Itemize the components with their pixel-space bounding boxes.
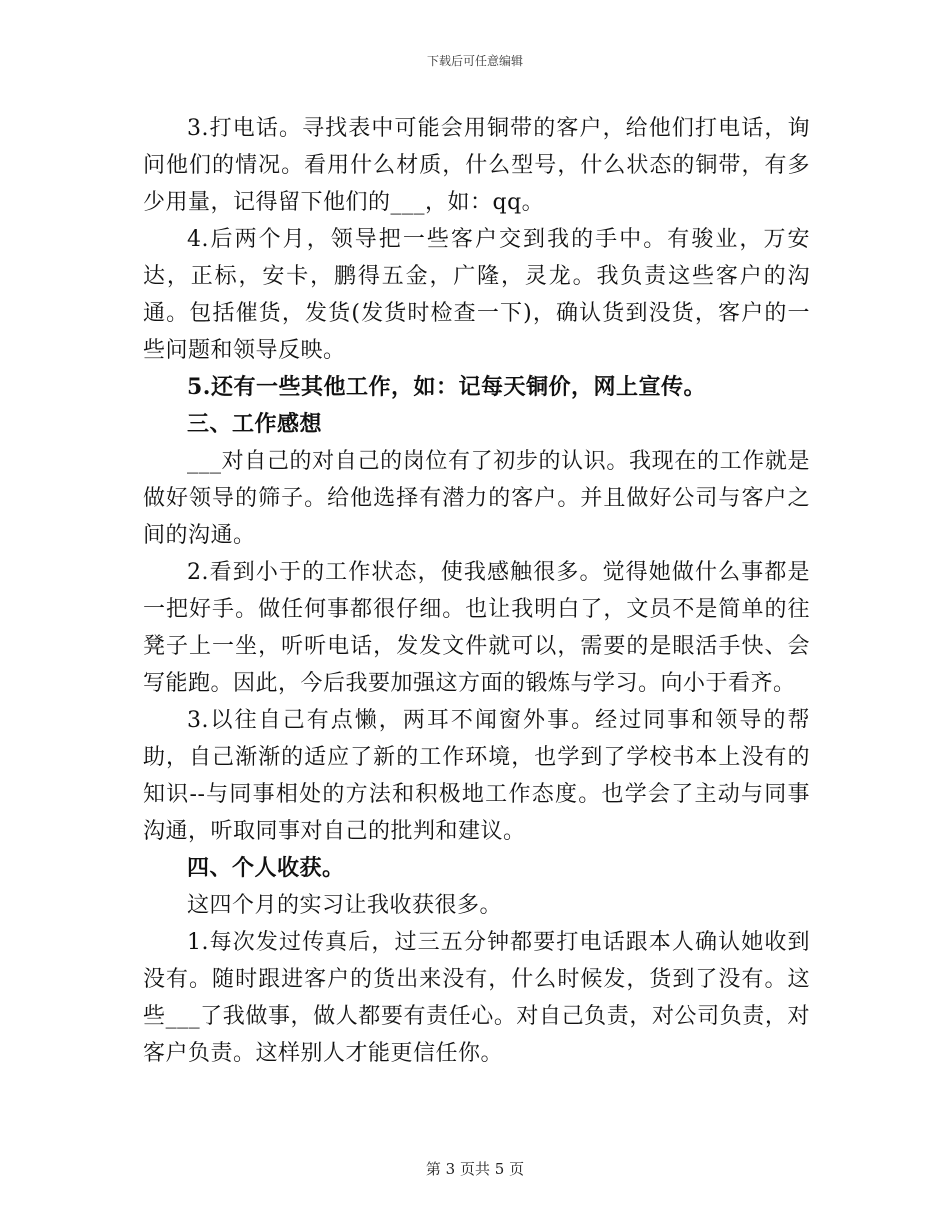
paragraph-role-understanding: ___对自己的对自己的岗位有了初步的认识。我现在的工作就是做好领导的筛子。给他选择有潜力的客户。并且做好公司与客户之间的沟通。 (143, 449, 810, 548)
paragraph-colleague-example: 2.看到小于的工作状态，使我感触很多。觉得她做什么事都是一把好手。做任何事都很仔细。也让我明白了，文员不是简单的往凳子上一坐，听听电话，发发文件就可以，需要的是眼活手快、会写能跑。因此，今后我要加强这方面的锻炼与学习。向小于看齐。 (143, 560, 810, 696)
paragraph-internship-gains: 这四个月的实习让我收获很多。 (187, 893, 503, 918)
section-heading-work-thoughts: 三、工作感想 (187, 411, 323, 437)
paragraph-self-improvement: 3.以往自己有点懒，两耳不闻窗外事。经过同事和领导的帮助，自己渐渐的适应了新的工作环境，也学到了学校书本上没有的知识--与同事相处的方法和积极地工作态度。也学会了主动与同事沟通，听取同事对自己的批判和建议。 (143, 708, 810, 844)
paragraph-phone-calls: 3.打电话。寻找表中可能会用铜带的客户，给他们打电话，询问他们的情况。看用什么材质，什么型号，什么状态的铜带，有多少用量，记得留下他们的___，如：qq。 (143, 116, 810, 215)
paragraph-other-work: 5.还有一些其他工作，如：记每天铜价，网上宣传。 (187, 374, 706, 400)
page-footer: 第 3 页共 5 页 (425, 1160, 525, 1178)
paragraph-customer-handover: 4.后两个月，领导把一些客户交到我的手中。有骏业，万安达，正标，安卡，鹏得五金，广隆，灵龙。我负责这些客户的沟通。包括催货，发货(发货时检查一下)，确认货到没货，客户的一些问题和领导反映。 (143, 227, 810, 363)
document-body (143, 110, 810, 1072)
section-heading-personal-gains: 四、个人收获。 (187, 855, 345, 881)
paragraph-responsibility: 1.每次发过传真后，过三五分钟都要打电话跟本人确认她收到没有。随时跟进客户的货出来没有，什么时候发，货到了没有。这些___了我做事，做人都要有责任心。对自己负责，对公司负责，对客户负责。这样别人才能更信任你。 (143, 930, 810, 1066)
page-header: 下载后可任意编辑 (426, 54, 523, 68)
